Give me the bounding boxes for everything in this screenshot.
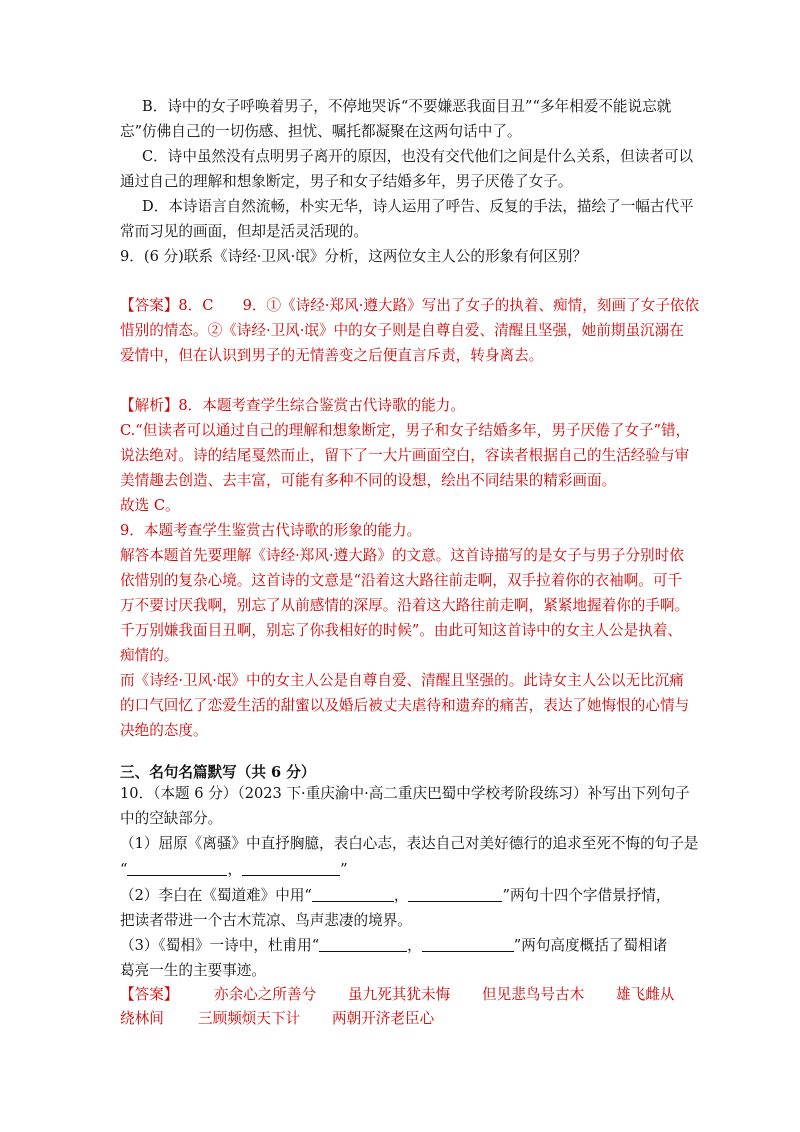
option-d-line2: 常而习见的画面，但却是活灵活现的。	[120, 223, 369, 240]
option-d-line1: D．本诗语言自然流畅，朴实无华，诗人运用了呼告、反复的手法，描绘了一幅古代平	[142, 198, 694, 215]
question-9: 9．(6 分)联系《诗经·卫风·氓》分析，这两位女主人公的形象有何区别？	[120, 248, 588, 265]
analysis-line8: 依惜别的复杂心境。这首诗的文意是“沿着这大路往前走啊，双手拉着你的衣袖啊。可千	[120, 572, 683, 589]
answer-line2: 惜别的情态。②《诗经·卫风·氓》中的女子则是自尊自爱、清醒且坚强，她前期虽沉溺在	[120, 322, 684, 339]
q10-part1-line2	[120, 858, 348, 882]
separator-comma: ，	[393, 887, 409, 904]
q10-part2-line2: 把读者带进一个古木荒凉、鸟声悲凄的境界。	[120, 912, 412, 929]
answer-phrase: 雄飞雌从	[616, 986, 675, 1003]
analysis-line2: C.“但读者可以通过自己的理解和想象断定，男子和女子结婚多年，男子厌倦了女子”错，	[120, 422, 691, 439]
answer-phrase: 三顾频烦天下计	[198, 1010, 301, 1027]
answer-line3: 爱情中，但在认识到男子的无情善变之后便直言斥责，转身离去。	[120, 347, 544, 364]
analysis-line3: 说法绝对。诗的结尾戛然而止，留下了一大片画面空白，容读者根据自己的生活经验与审	[120, 447, 690, 464]
answer-phrase: 两朝开济老臣心	[332, 1010, 435, 1027]
fill-blank-2[interactable]	[242, 861, 340, 876]
q10-part1-line1: （1）屈原《离骚》中直抒胸臆，表白心志，表达自己对美好德行的追求至死不悔的句子是	[120, 835, 699, 852]
fill-blank-4[interactable]	[408, 887, 502, 902]
fill-blank-6[interactable]	[422, 937, 514, 952]
option-c-line2: 通过自己的理解和想象断定，男子和女子结婚多年，男子厌倦了女子。	[120, 173, 573, 190]
part3-prefix: （3）《蜀相》一诗中，杜甫用“	[120, 937, 320, 954]
separator-comma: ，	[407, 937, 422, 954]
close-quote: ”	[340, 861, 348, 878]
answer-phrase: 亦余心之所善兮	[214, 986, 317, 1003]
separator-comma: ，	[227, 861, 243, 878]
fill-blank-3[interactable]	[312, 887, 394, 902]
analysis-line9: 万不要讨厌我啊，别忘了从前感情的深厚。沿着这大路往前走啊，紧紧地握着你的手啊。	[120, 597, 690, 614]
analysis-line7: 解答本题首先要理解《诗经·郑风·遵大路》的文意。这首诗描写的是女子与男子分别时依	[120, 547, 684, 564]
answer-phrase: 虽九死其犹未悔	[348, 986, 451, 1003]
analysis-line1: 【解析】8．本题考查学生综合鉴赏古代诗歌的能力。	[120, 397, 465, 414]
fill-blank-5[interactable]	[319, 937, 407, 952]
part2-suffix: ”两句十四个字借景抒情，	[502, 887, 671, 904]
analysis-line4: 美情趣去创造、去丰富，可能有多种不同的设想，绘出不同结果的精彩画面。	[120, 472, 617, 489]
option-c-line1: C．诗中虽然没有点明男子离开的原因，也没有交代他们之间是什么关系，但读者可以	[142, 148, 694, 165]
fill-blank-1[interactable]	[127, 861, 227, 876]
answer-label: 【答案】	[120, 986, 179, 1003]
analysis-line11: 痴情的。	[120, 647, 179, 664]
analysis-line12: 而《诗经·卫风·氓》中的女主人公是自尊自爱、清醒且坚强的。此诗女主人公以无比沉痛	[120, 672, 684, 689]
q10-part3-line2: 葛亮一生的主要事迹。	[120, 962, 266, 979]
answer-phrase: 绕林间	[120, 1010, 164, 1027]
analysis-line5: 故选 C。	[120, 497, 180, 514]
option-b-line2: 忘”仿佛自己的一切伤感、担忧、嘱托都凝聚在这两句话中了。	[120, 123, 522, 140]
analysis-line14: 决绝的态度。	[120, 722, 208, 739]
analysis-line10: 千万别嫌我面目丑啊，别忘了你我相好的时候”。由此可知这首诗中的女主人公是执着、	[120, 622, 683, 639]
answer-line1: 【答案】8．C 9．①《诗经·郑风·遵大路》写出了女子的执着、痴情，刻画了女子依依	[120, 297, 699, 314]
analysis-line6: 9．本题考查学生鉴赏古代诗歌的形象的能力。	[120, 522, 422, 539]
open-quote: “	[120, 861, 128, 878]
section-title: 三、名句名篇默写（共 6 分）	[120, 764, 316, 781]
part3-suffix: ”两句高度概括了蜀相诸	[513, 937, 668, 954]
q10-part3-line1	[120, 934, 667, 958]
analysis-line13: 的口气回忆了恋爱生活的甜蜜以及婚后被丈夫虐待和遗弃的痛苦，表达了她悔恨的心情与	[120, 697, 690, 714]
option-b-line1: B．诗中的女子呼唤着男子，不停地哭诉“不要嫌恶我面目丑”“多年相爱不能说忘就	[142, 98, 672, 115]
q10-part2-line1	[120, 884, 670, 908]
question-10-line1: 10．（本题 6 分）（2023 下·重庆渝中·高二重庆巴蜀中学校考阶段练习）补写出下列句子	[120, 785, 690, 802]
question-10-line2: 中的空缺部分。	[120, 810, 223, 827]
part2-prefix: （2）李白在《蜀道难》中用“	[120, 887, 312, 904]
answer-phrase: 但见悲鸟号古木	[482, 986, 585, 1003]
